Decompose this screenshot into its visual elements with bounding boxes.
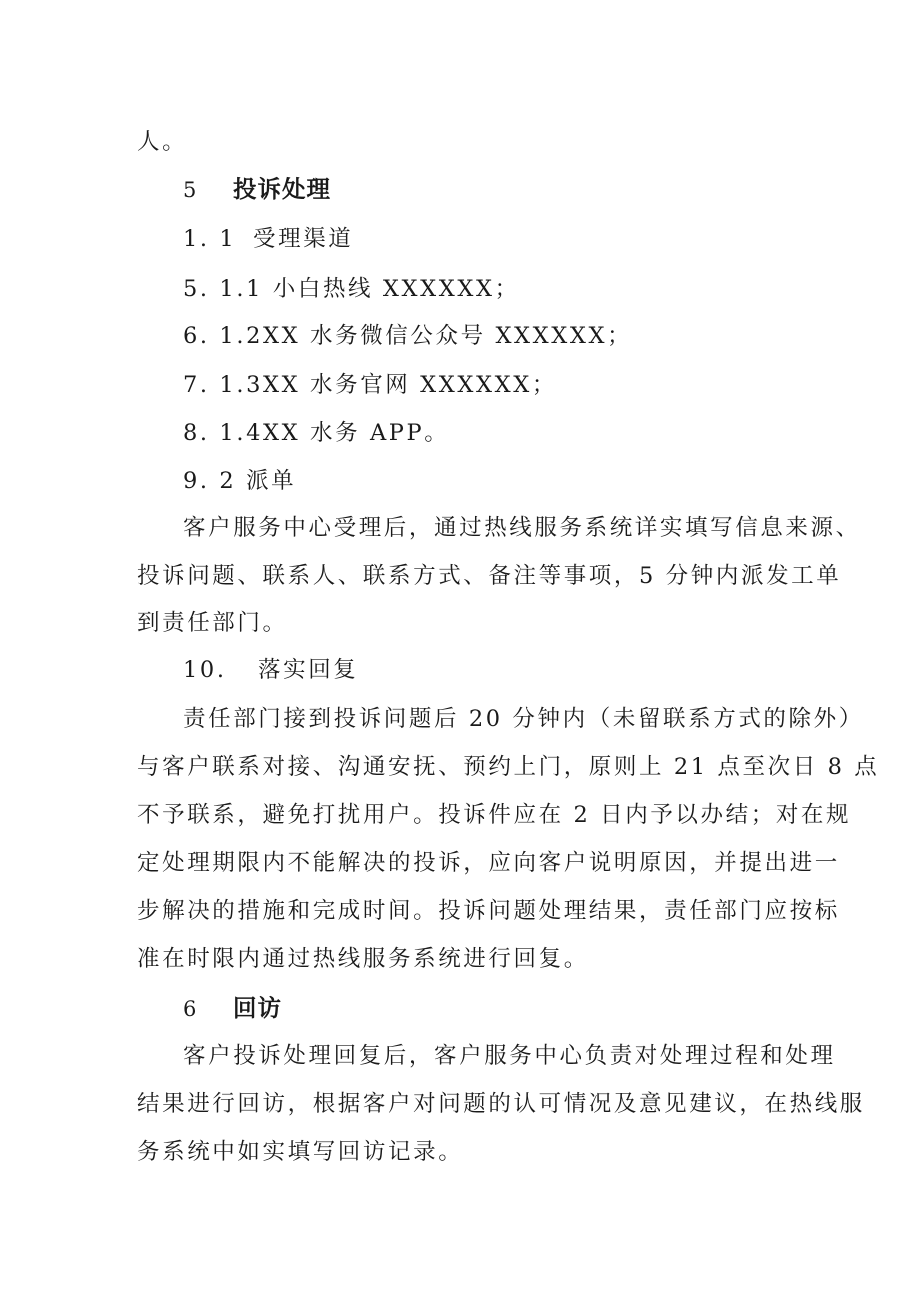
list-item: 6. 1.2XX 水务微信公众号 XXXXXX；: [183, 323, 633, 349]
paragraph-line: 不予联系，避免打扰用户。投诉件应在 2 日内予以办结；对在规: [137, 802, 852, 828]
paragraph-line: 结果进行回访，根据客户对问题的认可情况及意见建议，在热线服: [137, 1091, 865, 1117]
paragraph-line: 客户服务中心受理后，通过热线服务系统详实填写信息来源、: [183, 515, 861, 541]
section-title: 回访: [233, 994, 282, 1022]
section-number: 6: [183, 997, 198, 1021]
section-number: 5: [183, 178, 198, 202]
subsection-number: 1. 1: [183, 226, 237, 252]
section-heading-5: [183, 174, 843, 205]
paragraph-line: 准在时限内通过热线服务系统进行回复。: [137, 946, 589, 972]
paragraph-line: 客户投诉处理回复后，客户服务中心负责对处理过程和处理: [183, 1043, 836, 1069]
list-item: 5. 1.1 小白热线 XXXXXX；: [183, 276, 520, 302]
subsection-title: 落实回复: [258, 657, 359, 683]
section-title: 投诉处理: [233, 175, 331, 203]
paragraph-line: 定处理期限内不能解决的投诉，应向客户说明原因，并提出进一: [137, 850, 840, 876]
paragraph-line: 步解决的措施和完成时间。投诉问题处理结果，责任部门应按标: [137, 898, 840, 924]
subsection-heading-1-1: [183, 224, 843, 254]
subsection-title: 受理渠道: [253, 226, 354, 252]
subsection-heading-10: [183, 655, 843, 685]
text-line: 人。: [137, 129, 188, 155]
paragraph-line: 与客户联系对接、沟通安抚、预约上门，原则上 21 点至次日 8 点: [137, 754, 880, 780]
subsection-heading-9-2: 9. 2 派单: [183, 468, 297, 494]
subsection-number: 10.: [183, 657, 227, 683]
paragraph-line: 务系统中如实填写回访记录。: [137, 1139, 464, 1165]
paragraph-line: 投诉问题、联系人、联系方式、备注等事项，5 分钟内派发工单: [137, 563, 842, 589]
paragraph-line: 到责任部门。: [137, 610, 288, 636]
section-heading-6: [183, 993, 843, 1024]
list-item: 8. 1.4XX 水务 APP。: [183, 420, 450, 446]
list-item: 7. 1.3XX 水务官网 XXXXXX；: [183, 372, 557, 398]
paragraph-line: 责任部门接到投诉问题后 20 分钟内（未留联系方式的除外）: [183, 706, 864, 732]
